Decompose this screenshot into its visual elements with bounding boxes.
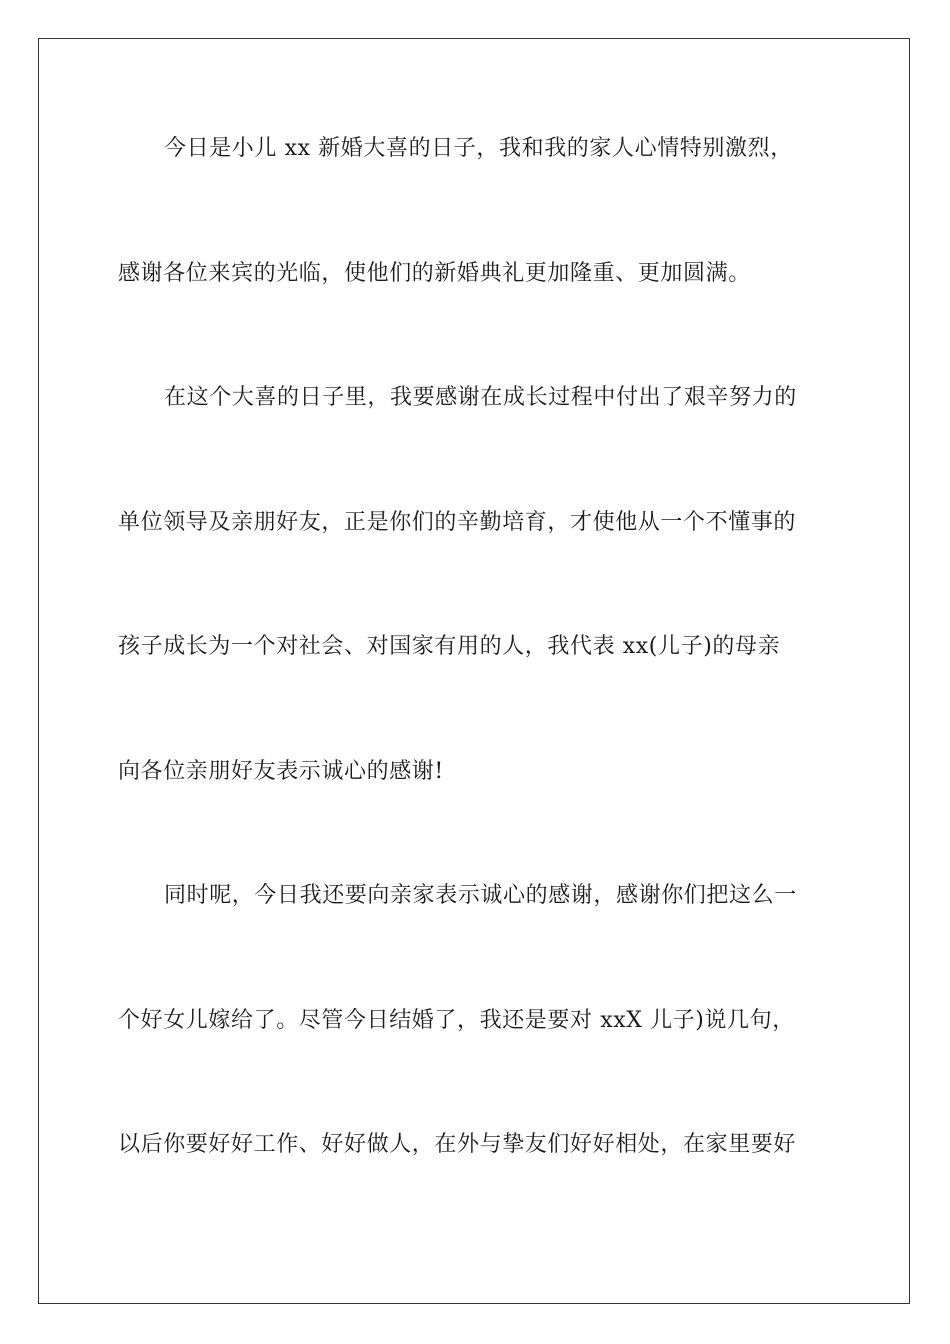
paragraph-3-line-1: 同时呢，今日我还要向亲家表示诚心的感谢，感谢你们把这么一 [164, 883, 797, 908]
paragraph-1-line-1: 今日是小儿 xx 新婚大喜的日子，我和我的家人心情特别激烈， [164, 136, 793, 161]
paragraph-1-line-2: 感谢各位来宾的光临，使他们的新婚典礼更加隆重、更加圆满。 [118, 261, 751, 286]
paragraph-2-line-2: 单位领导及亲朋好友，正是你们的辛勤培育，才使他从一个不懂事的 [118, 510, 797, 535]
paragraph-2-line-3: 孩子成长为一个对社会、对国家有用的人，我代表 xx(儿子)的母亲 [118, 634, 781, 659]
page-border [38, 38, 910, 1304]
paragraph-2-line-1: 在这个大喜的日子里，我要感谢在成长过程中付出了艰辛努力的 [164, 385, 797, 410]
paragraph-2-line-4: 向各位亲朋好友表示诚心的感谢! [118, 759, 444, 784]
paragraph-3-line-2: 个好女儿嫁给了。尽管今日结婚了，我还是要对 xxX 儿子)说几句， [118, 1008, 795, 1033]
paragraph-3-line-3: 以后你要好好工作、好好做人，在外与挚友们好好相处，在家里要好 [118, 1132, 797, 1157]
